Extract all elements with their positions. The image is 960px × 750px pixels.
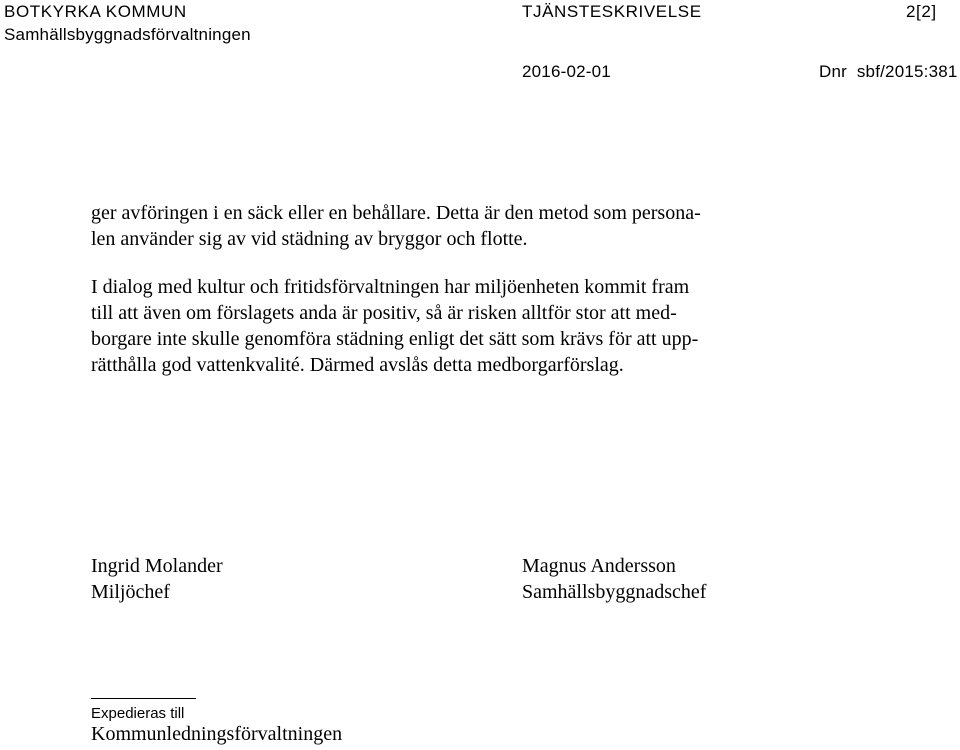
document-date: 2016-02-01 [522, 62, 611, 81]
paragraph-2-line: rätthålla god vattenkvalité. Därmed avslås detta medborgarförslag. [91, 354, 624, 376]
distribution-recipient: Kommunledningsförvaltningen [91, 723, 343, 745]
department-name: Samhällsbyggnadsförvaltningen [4, 25, 251, 44]
distribution-label: Expedieras till [91, 705, 185, 722]
page-number: 2[2] [906, 2, 937, 21]
paragraph-1 [91, 200, 701, 252]
paragraph-2-line: till att även om förslagets anda är positiv, så är risken alltför stor att med- [91, 302, 677, 324]
paragraph-1-line: len använder sig av vid städning av bryggor och flotte. [91, 228, 528, 250]
org-name: BOTKYRKA KOMMUN [4, 2, 187, 21]
paragraph-2-line: borgare inte skulle genomföra städning enligt det sätt som krävs för att upp- [91, 328, 699, 350]
reference-number: Dnr sbf/2015:381 [819, 62, 958, 81]
paragraph-2-line: I dialog med kultur och fritidsförvaltningen har miljöenheten kommit fram [91, 276, 690, 298]
signature-block-right [522, 553, 706, 605]
signatory-title: Miljöchef [91, 581, 170, 603]
paragraph-1-line: ger avföringen i en säck eller en behållare. Detta är den metod som persona- [91, 202, 701, 224]
signatory-name: Ingrid Molander [91, 555, 223, 577]
footer-divider [91, 698, 196, 699]
signatory-name: Magnus Andersson [522, 555, 676, 577]
paragraph-2 [91, 274, 698, 378]
document-type: TJÄNSTESKRIVELSE [522, 2, 702, 21]
signatory-title: Samhällsbyggnadschef [522, 581, 707, 603]
signature-block-left [91, 553, 223, 605]
